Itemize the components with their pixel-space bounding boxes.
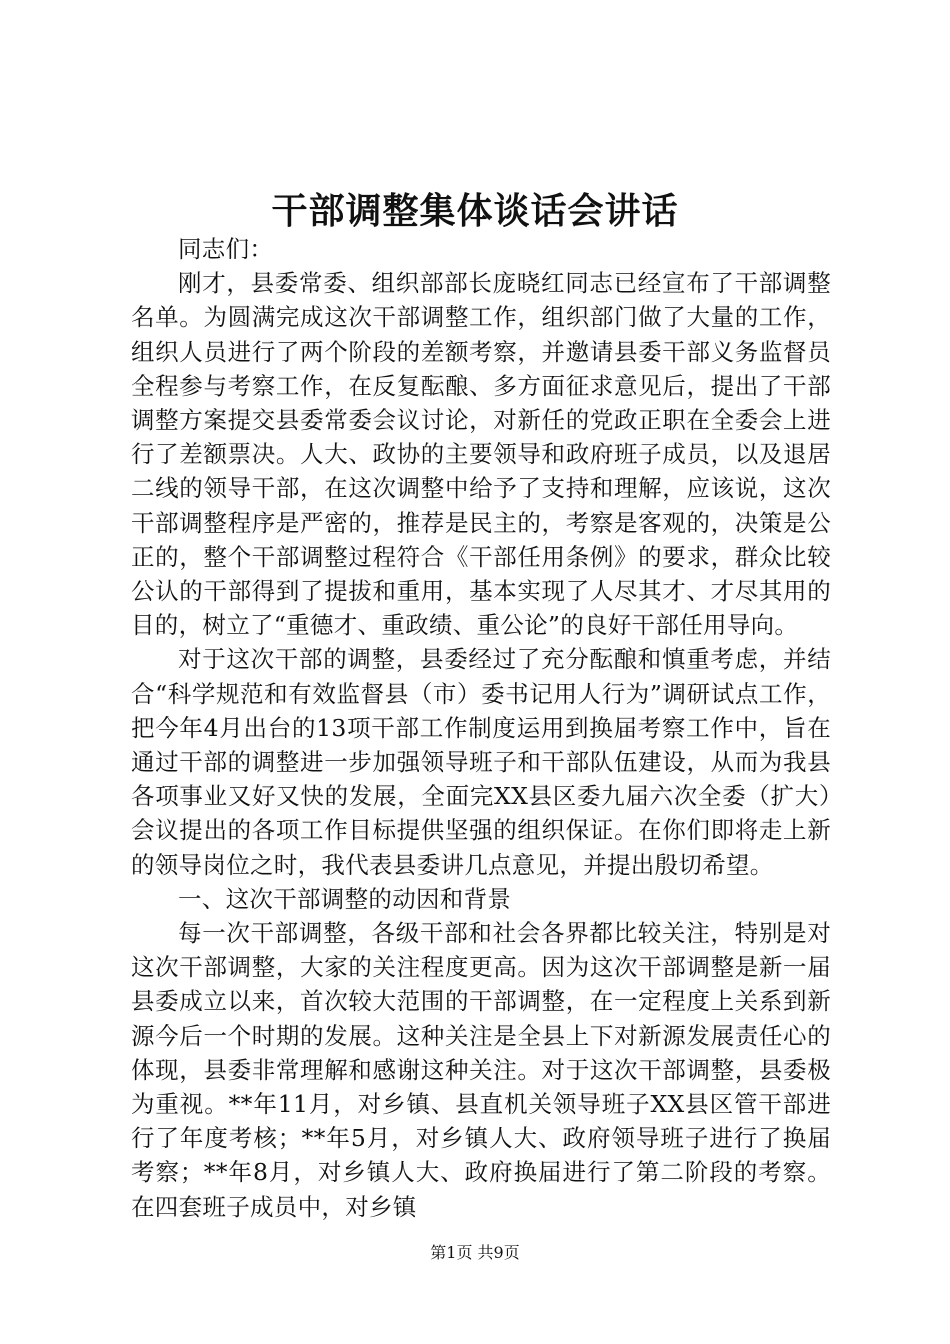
section-paragraph: 每一次干部调整，各级干部和社会各界都比较关注，特别是对这次干部调整，大家的关注程度更高。因为这次干部调整是新一届县委成立以来，首次较大范围的干部调整，在一定程度上关系到新源今后一个时期的发展。这种关注是全县上下对新源发展责任心的体现，县委非常理解和感谢这种关注。对于这次干部调整，县委极为重视。**年11月，对乡镇、县直机关领导班子XX县区管干部进行了年度考核；**年5月，对乡镇人大、政府领导班子进行了换届考察；**年8月，对乡镇人大、政府换届进行了第二阶段的考察。在四套班子成员中，对乡镇 (131, 919, 831, 1221)
document-body (131, 232, 831, 1224)
body-paragraph-2: 对于这次干部的调整，县委经过了充分酝酿和慎重考虑，并结合“科学规范和有效监督县（市）委书记用人行为”调研试点工作，把今年4月出台的13项干部工作制度运用到换届考察工作中，旨在通过干部的调整进一步加强领导班子和干部队伍建设，从而为我县各项事业又好又快的发展，全面完XX县区委九届六次全委（扩大）会议提出的各项工作目标提供坚强的组织保证。在你们即将走上新的领导岗位之时，我代表县委讲几点意见，并提出殷切希望。 (131, 645, 831, 879)
page-footer: 第1页 共9页 (430, 1243, 520, 1262)
document-title: 干部调整集体谈话会讲话 (271, 190, 679, 232)
salutation: 同志们： (178, 235, 274, 263)
body-paragraph-1: 刚才，县委常委、组织部部长庞晓红同志已经宣布了干部调整名单。为圆满完成这次干部调整工作，组织部门做了大量的工作，组织人员进行了两个阶段的差额考察，并邀请县委干部义务监督员全程参与考察工作，在反复酝酿、多方面征求意见后，提出了干部调整方案提交县委常委会议讨论，对新任的党政正职在全委会上进行了差额票决。人大、政协的主要领导和政府班子成员，以及退居二线的领导干部，在这次调整中给予了支持和理解，应该说，这次干部调整程序是严密的，推荐是民主的，考察是客观的，决策是公正的，整个干部调整过程符合《干部任用条例》的要求，群众比较公认的干部得到了提拔和重用，基本实现了人尽其才、才尽其用的目的，树立了“重德才、重政绩、重公论”的良好干部任用导向。 (131, 269, 831, 640)
section-heading: 一、这次干部调整的动因和背景 (178, 884, 512, 913)
